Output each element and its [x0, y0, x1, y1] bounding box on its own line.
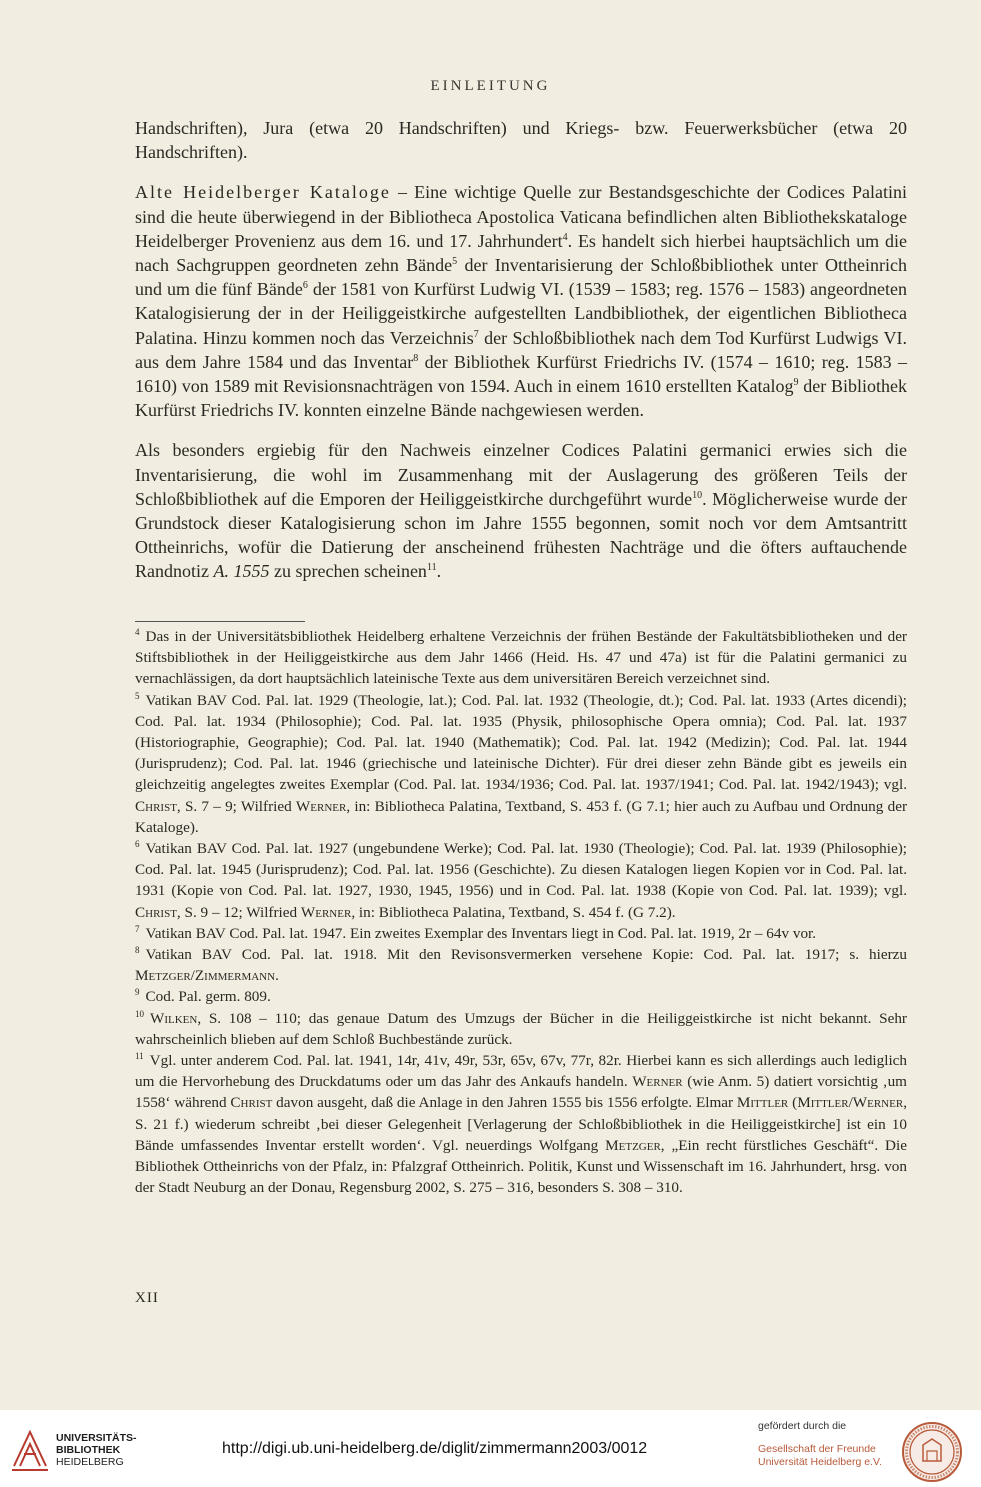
marginal-note: A. 1555	[213, 561, 270, 582]
footnote-ref[interactable]: 4	[562, 231, 568, 243]
footnote-ref[interactable]: 11	[426, 562, 437, 574]
paragraph-catalogues: Alte Heidelberger Kataloge – Eine wichtige Quelle zur Bestandsgeschichte der Codices Palatini sind die heute überwiegend in der Bibliotheca Apostolica Vaticana befindlichen alten Bibliothekskataloge Heidelberger Provenienz aus dem 16. und 17. Jahrhundert$^4$. Es handelt sich hierbei hauptsächlich um die nach Sachgruppen geordneten zehn Bände$^5$ der Inventarisierung der Schloßbibliothek unter Ottheinrich und um die fünf Bände$^6$ der 1581 von Kurfürst Ludwig VI. (1539 – 1583; reg. 1576 – 1583) angeordneten Katalogisierung der in der Heiliggeistkirche aufgestellten Landbibliothek, der eigentlichen Bibliotheca Palatina. Hinzu kommen noch das Verzeichnis$^7$ der Schloßbibliothek nach dem Tod Kurfürst Ludwigs VI. aus dem Jahre 1584 und das Inventar$^8$ der Bibliothek Kurfürst Friedrichs IV. (1574 – 1610; reg. 1583 – 1610) von 1589 mit Revisionsnachträgen von 1594. Auch in einem 1610 erstellten Katalog$^9$ der Bibliothek Kurfürst Friedrichs IV. konnten einzelne Bände nachgewiesen werden.	[135, 182, 908, 421]
section-heading: Alte Heidelberger Kataloge	[135, 182, 391, 203]
footnote-ref[interactable]: 6	[302, 280, 308, 292]
page-number: XII	[135, 1290, 159, 1306]
footnote-ref[interactable]: 9	[793, 377, 799, 389]
footnote-ref[interactable]: 10	[692, 489, 703, 501]
digitization-footer	[0, 1410, 981, 1487]
footnote-11: $^{11}$ Vgl. unter anderem Cod. Pal. lat. 1941, 14r, 41v, 49r, 53r, 65v, 67v, 77r, 82r. Hierbei kann es sich allerdings auch lediglich um die Hervorhebung des Druckdatums oder um das Jahr des Ankaufs handeln. Werner (wie Anm. 5) datiert vorsichtig ‚um 1558‘ während Christ davon ausgeht, daß die Anlage in den Jahren 1555 bis 1556 erfolgte. Elmar Mittler (Mittler/Werner, S. 21 f.) wiederum schreibt ‚bei dieser Gelegenheit [Verlagerung der Schloßbibliothek in die Heiliggeistkirche] ist ein 10 Bände umfassendes Inventar erstellt worden‘. Vgl. neuerdings Wolfgang Metzger, „Ein recht fürstliches Geschäft“. Die Bibliothek Ottheinrichs von der Pfalz, in: Pfalzgraf Ottheinrich. Politik, Kunst und Wissenschaft im 16. Jahrhundert, hrsg. von der Stadt Neuburg an der Donau, Regensburg 2002, S. 275 – 316, besonders S. 308 – 310.	[135, 1051, 907, 1197]
footnote-ref[interactable]: 7	[473, 328, 479, 340]
footnote-8: $^8$ Vatikan BAV Cod. Pal. lat. 1918. Mit den Revisonsvermerken versehene Kopie: Cod. Pal. lat. 1917; s. hierzu Metzger/Zimmermann.	[135, 944, 907, 985]
footnote-6: $^6$ Vatikan BAV Cod. Pal. lat. 1927 (ungebundene Werke); Cod. Pal. lat. 1930 (Theologie); Cod. Pal. lat. 1939 (Philosophie); Cod. Pal. lat. 1945 (Jurisprudenz); Cod. Pal. lat. 1956 (Geschichte). Zu diesen Katalogen liegen Kopien vor in Cod. Pal. lat. 1931 (Kopie von Cod. Pal. lat. 1927, 1930, 1945, 1956) und in Cod. Pal. lat. 1938 (Kopie von Cod. Pal. lat. 1939); vgl. Christ, S. 9 – 12; Wilfried Werner, in: Bibliotheca Palatina, Textband, S. 454 f. (G 7.2).	[135, 838, 907, 921]
footnote-5: $^5$ Vatikan BAV Cod. Pal. lat. 1929 (Theologie, lat.); Cod. Pal. lat. 1932 (Theologie, dt.); Cod. Pal. lat. 1933 (Artes dicendi); Cod. Pal. lat. 1934 (Philosophie); Cod. Pal. lat. 1935 (Physik, philosophische Opera omnia); Cod. Pal. lat. 1937 (Historiographie, Geographie); Cod. Pal. lat. 1940 (Mathematik); Cod. Pal. lat. 1942 (Medizin); Cod. Pal. lat. 1944 (Jurisprudenz); Cod. Pal. lat. 1946 (griechische und lateinische Dichter). Für drei dieser zehn Bände gibt es jeweils ein gleichzeitig angelegtes zweites Exemplar (Cod. Pal. lat. 1934/1936; Cod. Pal. lat. 1937/1941; Cod. Pal. lat. 1942/1943); vgl. Christ, S. 7 – 9; Wilfried Werner, in: Bibliotheca Palatina, Textband, S. 453 f. (G 7.1; hier auch zu Aufbau und Ordnung der Kataloge).	[135, 690, 907, 836]
permalink-url[interactable]: http://digi.ub.uni-heidelberg.de/diglit/zimmermann2003/0012	[222, 1440, 648, 1457]
footnote-4: $^4$ Das in der Universitätsbibliothek Heidelberg erhaltene Verzeichnis der frühen Bestände der Fakultätsbibliotheken und der Stiftsbibliothek in der Heiliggeistkirche aus dem Jahr 1466 (Heid. Hs. 47 und 47a) ist für die Palatini germanici zu vernachlässigen, da dort hauptsächlich lateinische Texte aus dem universitären Bereich verzeichnet sind.	[135, 626, 907, 688]
sponsor-name[interactable]: Gesellschaft der Freunde Universität Heidelberg e.V.	[758, 1443, 882, 1468]
footnote-10: $^{10}$ Wilken, S. 108 – 110; das genaue Datum des Umzugs der Bücher in die Heiliggeistkirche ist nicht bekannt. Sehr wahrscheinlich blieben auf dem Schloß Buchbestände zurück.	[135, 1008, 907, 1048]
library-name[interactable]: UNIVERSITÄTS- BIBLIOTHEK HEIDELBERG	[56, 1432, 137, 1468]
sponsor-block: gefördert durch die Gesellschaft der Freunde Universität Heidelberg e.V.	[758, 1420, 888, 1469]
university-seal-icon	[901, 1421, 963, 1483]
footnote-divider	[135, 621, 305, 622]
paragraph-inventory: Als besonders ergiebig für den Nachweis einzelner Codices Palatini germanici erwies sich die Inventarisierung, die wohl im Zusammenhang mit der Auslagerung des größeren Teils der Schloßbibliothek auf die Emporen der Heiliggeistkirche durchgeführt wurde$^{10}$. Möglicherweise wurde der Grundstock dieser Katalogisierung schon im Jahre 1555 begonnen, somit noch vor dem Amtsantritt Ottheinrichs, wofür die Datierung der anscheinend frühesten Nachträge und die öfters auftauchende Randnotiz A. 1555 zu sprechen scheinen$^{11}$.	[135, 440, 907, 582]
footnote-ref[interactable]: 8	[413, 352, 419, 364]
running-head: EINLEITUNG	[430, 78, 551, 94]
footnote-7: $^7$ Vatikan BAV Cod. Pal. lat. 1947. Ein zweites Exemplar des Inventars liegt in Cod. Pal. lat. 1919, 2r – 64v vor.	[135, 923, 817, 942]
library-logo-icon[interactable]	[10, 1426, 50, 1472]
paragraph-continuation: Handschriften), Jura (etwa 20 Handschriften) und Kriegs- bzw. Feuerwerksbücher (etwa 20 Handschriften).	[135, 118, 907, 163]
footnotes	[135, 626, 907, 1198]
footnote-ref[interactable]: 5	[452, 256, 458, 268]
footnote-9: $^9$ Cod. Pal. germ. 809.	[135, 987, 271, 1006]
body-text	[135, 116, 907, 600]
